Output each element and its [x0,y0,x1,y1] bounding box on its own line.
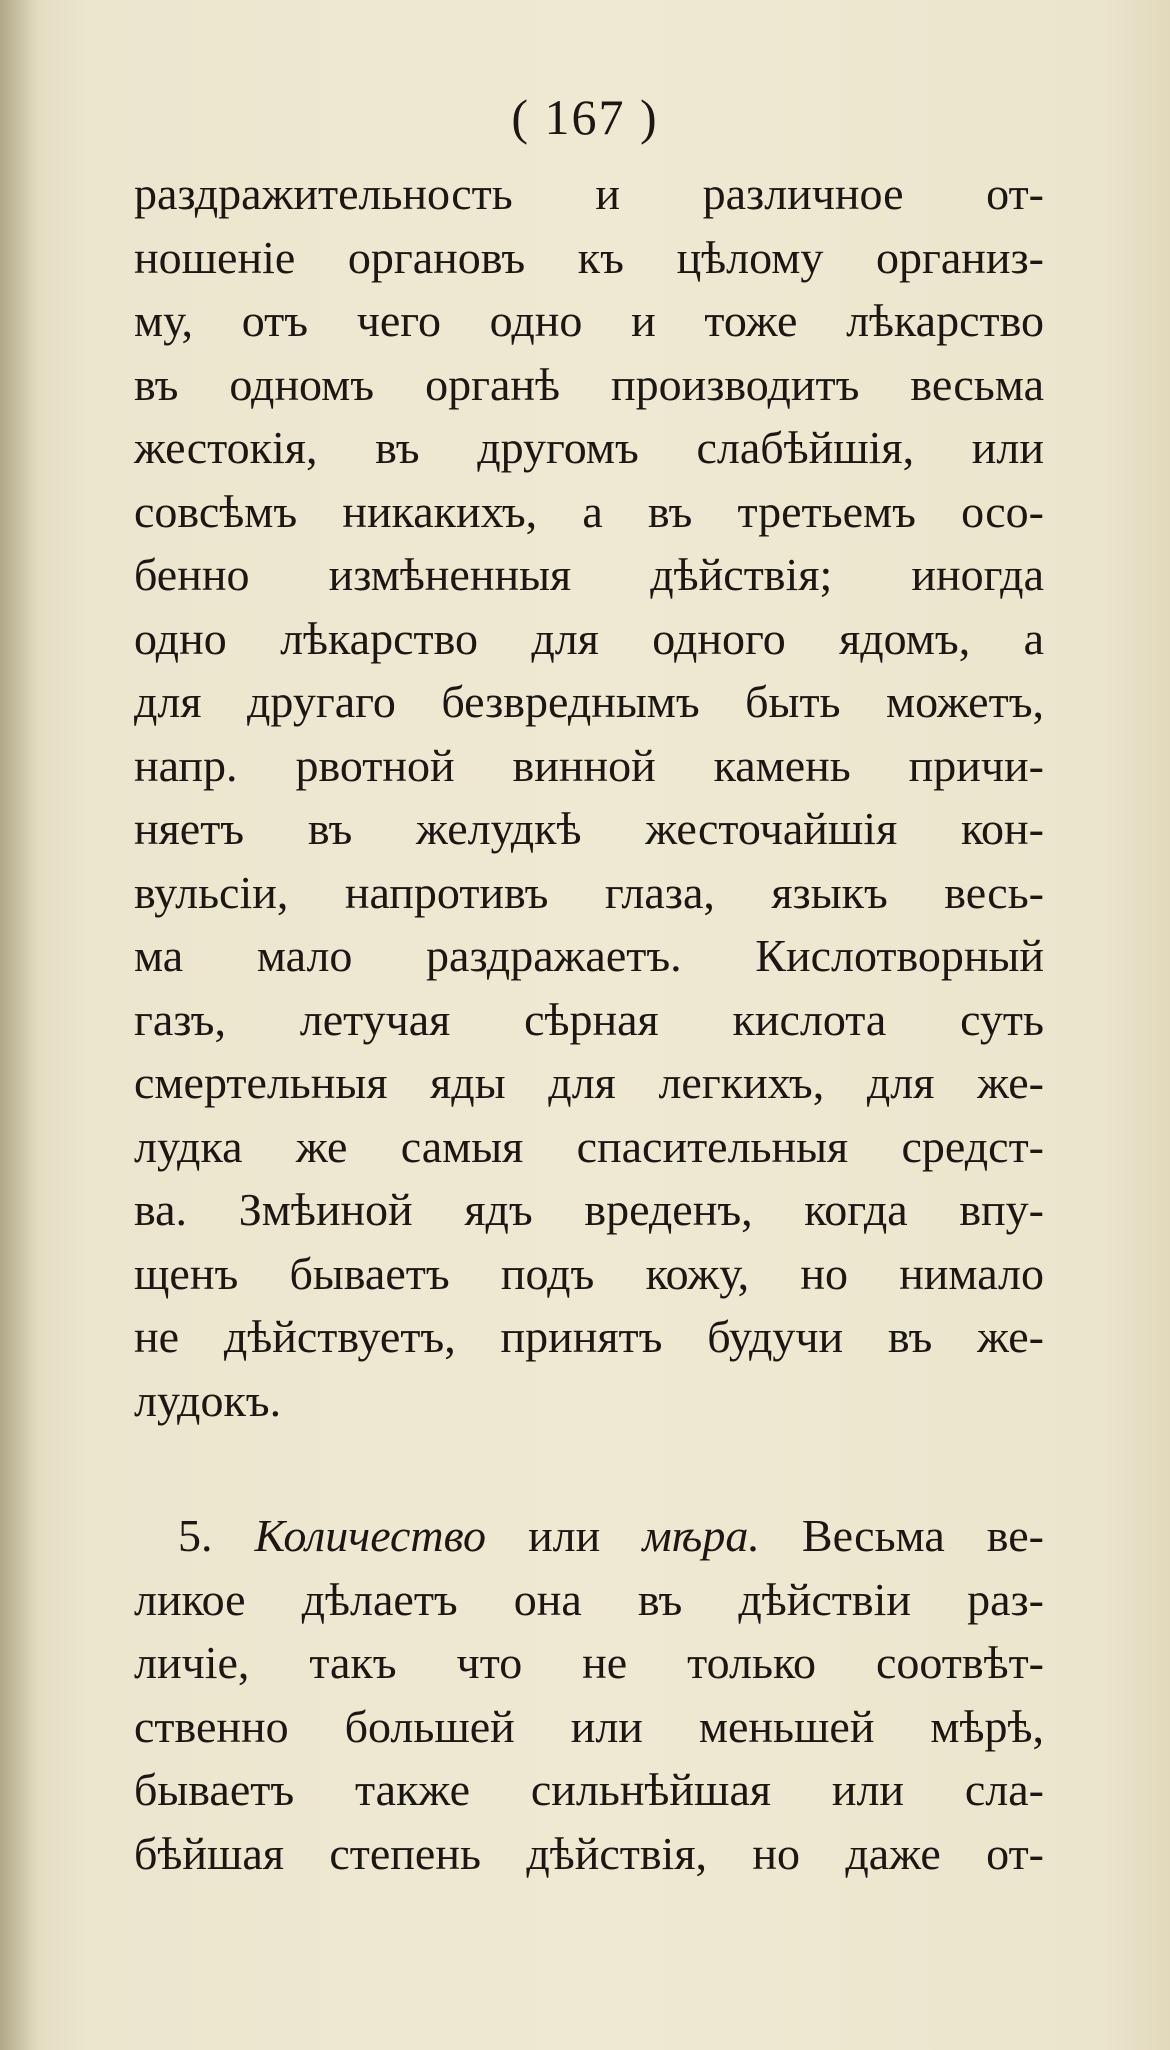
text-line: му, отъ чего одно и тоже лѣкарство [134,295,1044,346]
text-line: ликое дѣлаетъ она въ дѣйствiи раз- [134,1573,1044,1625]
text-line: ственно большей или меньшей мѣрѣ, [134,1700,1044,1752]
text-line: няетъ въ желудкѣ жесточайшiя кон- [134,803,1044,854]
text-line: лудка же самыя спасительныя средст- [134,1120,1044,1172]
paragraph-1 [134,162,1044,1432]
binding-shadow [0,0,40,2050]
section-term-connector: или [528,1510,601,1561]
text-line: ма мало раздражаетъ. Кислотворный [134,930,1044,981]
text-line: не дѣйствуетъ, принятъ будучи въ же- [134,1311,1044,1362]
text-line: ношенiе органовъ къ цѣлому организ- [134,231,1044,283]
text-line: щенъ бываетъ подъ кожу, но нимало [134,1247,1044,1299]
text-line: газъ, летучая сѣрная кислота суть [134,993,1044,1045]
paragraph-gap [134,1432,1044,1504]
text-line: напр. рвотной винной камень причи- [134,739,1044,791]
text-line: смертельныя яды для легкихъ, для же- [134,1057,1044,1108]
text-line: въ одномъ органѣ производитъ весьма [134,358,1044,410]
paragraph-2 [134,1504,1044,1885]
section-line-rest: Весьма ве- [801,1510,1044,1561]
text-line: для другаго безвреднымъ быть можетъ, [134,676,1044,727]
text-line: бенно измѣненныя дѣйствiя; иногда [134,549,1044,600]
text-line: раздражительность и различное от- [134,168,1044,219]
page-number-header: ( 167 ) [511,89,659,145]
text-line: лудокъ. [134,1374,282,1426]
text-line: бываетъ также сильнѣйшая или сла- [134,1764,1044,1815]
section-number: 5. [178,1510,213,1561]
text-line: ва. Змѣиной ядъ вреденъ, когда впу- [134,1184,1044,1235]
text-line: совсѣмъ никакихъ, а въ третьемъ осо- [134,485,1044,537]
text-line: одно лѣкарство для одного ядомъ, а [134,612,1044,664]
text-line: бѣйшая степень дѣйствiя, но даже от- [134,1827,1044,1879]
text-line: жестокiя, въ другомъ слабѣйшiя, или [134,422,1044,473]
section-term-measure: мѣра. [642,1510,760,1561]
body-text [134,162,1044,1885]
section-heading-line [134,1504,1044,1568]
text-line: вульсiи, напротивъ глаза, языкъ весь- [134,866,1044,918]
section-term-quantity: Количество [254,1510,487,1561]
text-line: личiе, такъ что не только соотвѣт- [134,1637,1044,1688]
